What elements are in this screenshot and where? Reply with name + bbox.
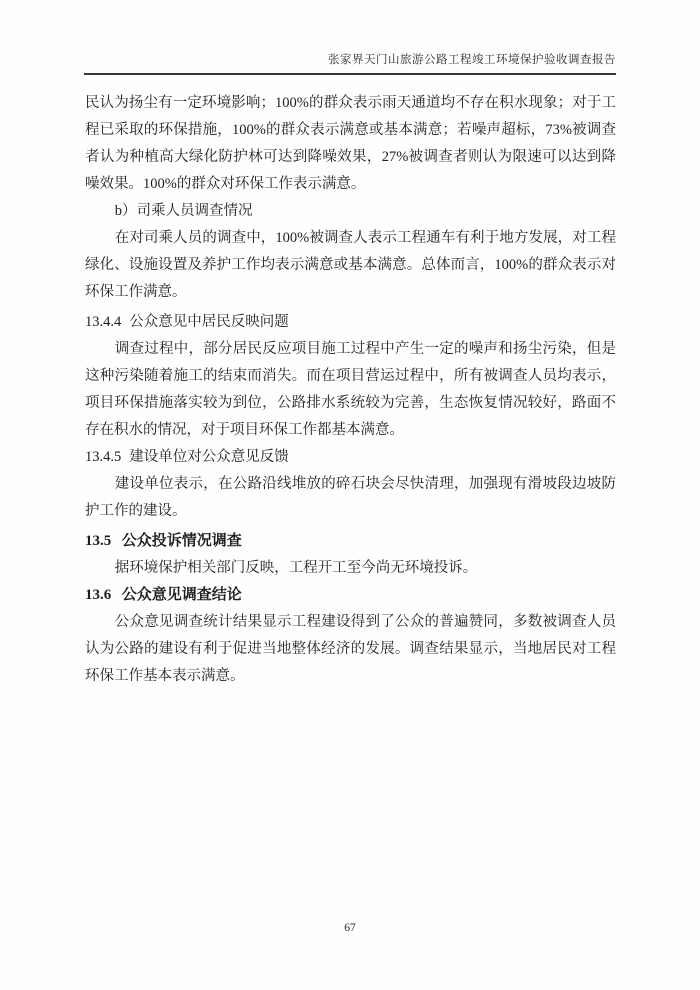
running-header-title: 张家界天门山旅游公路工程竣工环境保护验收调查报告 xyxy=(328,54,616,66)
section-heading-13-5 xyxy=(85,528,616,555)
section-title: 公众投诉情况调查 xyxy=(121,533,242,549)
section-number: 13.6 xyxy=(85,587,112,603)
section-heading-13-4-4 xyxy=(85,309,616,336)
paragraph-complaint-survey: 据环境保护相关部门反映，工程开工至今尚无环境投诉。 xyxy=(114,560,478,576)
section-title: 建设单位对公众意见反馈 xyxy=(129,449,289,465)
paragraph-continuation: 民认为扬尘有一定环境影响；100%的群众表示雨天通道均不存在积水现象；对于工程已采取的环保措施，100%的群众表示满意或基本满意；若噪声超标，73%被调查者认为种植高大绿化防护林可达到降噪效果，27%被调查者则认为限速可以达到降噪效果。100%的群众对环保工作表示满意。 xyxy=(85,95,616,192)
paragraph-builder-response: 建设单位表示，在公路沿线堆放的碎石块会尽快清理，加强现有滑坡段边坡防护工作的建设。 xyxy=(85,476,616,519)
section-title: 公众意见中居民反映问题 xyxy=(129,314,289,330)
list-item-b-heading: b）司乘人员调查情况 xyxy=(114,203,253,219)
page-number: 67 xyxy=(344,922,356,934)
page-header xyxy=(84,52,616,75)
section-heading-13-6 xyxy=(85,582,616,609)
section-title: 公众意见调查结论 xyxy=(121,587,242,603)
section-number: 13.4.5 xyxy=(85,449,122,465)
section-number: 13.5 xyxy=(85,533,112,549)
paragraph-survey-conclusion: 公众意见调查统计结果显示工程建设得到了公众的普遍赞同，多数被调查人员认为公路的建设有利于促进当地整体经济的发展。调查结果显示，当地居民对工程环保工作基本表示满意。 xyxy=(85,614,616,684)
page-content xyxy=(85,90,616,690)
page-footer xyxy=(0,922,700,934)
section-number: 13.4.4 xyxy=(85,314,122,330)
paragraph-resident-feedback: 调查过程中，部分居民反应项目施工过程中产生一定的噪声和扬尘污染，但是这种污染随着施工的结束而消失。而在项目营运过程中，所有被调查人员均表示，项目环保措施落实较为到位，公路排水系统较为完善，生态恢复情况较好，路面不存在积水的情况，对于项目环保工作都基本满意。 xyxy=(85,341,616,438)
section-heading-13-4-5 xyxy=(85,444,616,471)
paragraph-driver-survey: 在对司乘人员的调查中，100%被调查人表示工程通车有利于地方发展，对工程绿化、设施设置及养护工作均表示满意或基本满意。总体而言，100%的群众表示对环保工作满意。 xyxy=(85,230,616,300)
